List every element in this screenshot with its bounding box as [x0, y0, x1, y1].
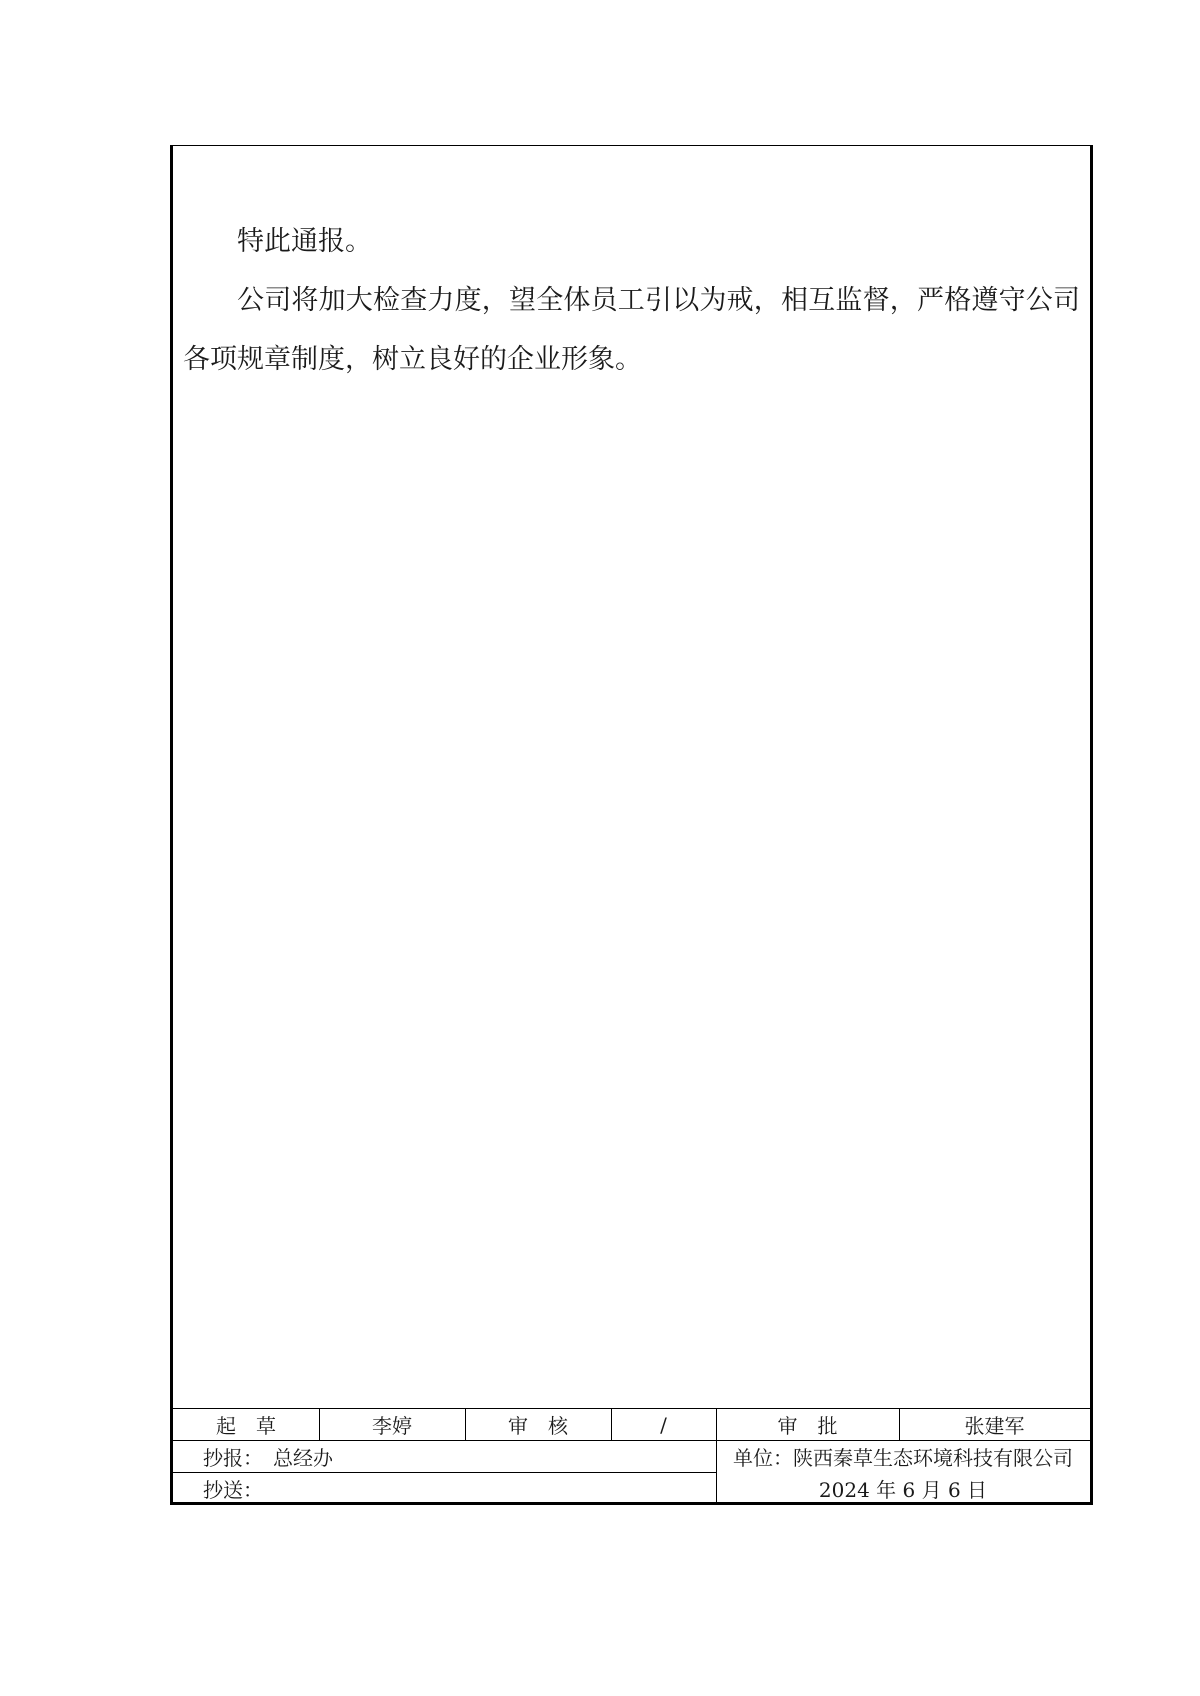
notice-body: [183, 212, 1080, 389]
approval-row: [173, 1409, 1090, 1441]
closing-paragraph: 特此通报。: [237, 226, 372, 257]
draft-value: 李婷: [372, 1414, 412, 1438]
report-to-line: 抄报： 总经办: [203, 1446, 333, 1470]
cell-divider: [899, 1409, 900, 1441]
review-label: 审 核: [508, 1414, 568, 1438]
cell-divider: [611, 1409, 612, 1441]
send-to-line: 抄送：: [203, 1478, 263, 1502]
body-paragraph: 公司将加大检查力度，望全体员工引以为戒，相互监督，严格遵守公司各项规章制度，树立良好的企业形象。: [183, 285, 1080, 375]
approve-value: 张建军: [964, 1414, 1025, 1438]
signature-table: [173, 1408, 1090, 1503]
draft-label: 起 草: [216, 1414, 276, 1438]
cell-divider: [465, 1409, 466, 1441]
review-value: /: [660, 1412, 667, 1437]
cell-divider: [319, 1409, 320, 1441]
date-line: 2024 年 6 月 6 日: [818, 1478, 988, 1502]
approve-label: 审 批: [777, 1414, 838, 1438]
unit-line: 单位：陕西秦草生态环境科技有限公司: [733, 1446, 1073, 1470]
notice-frame: [170, 145, 1093, 1505]
